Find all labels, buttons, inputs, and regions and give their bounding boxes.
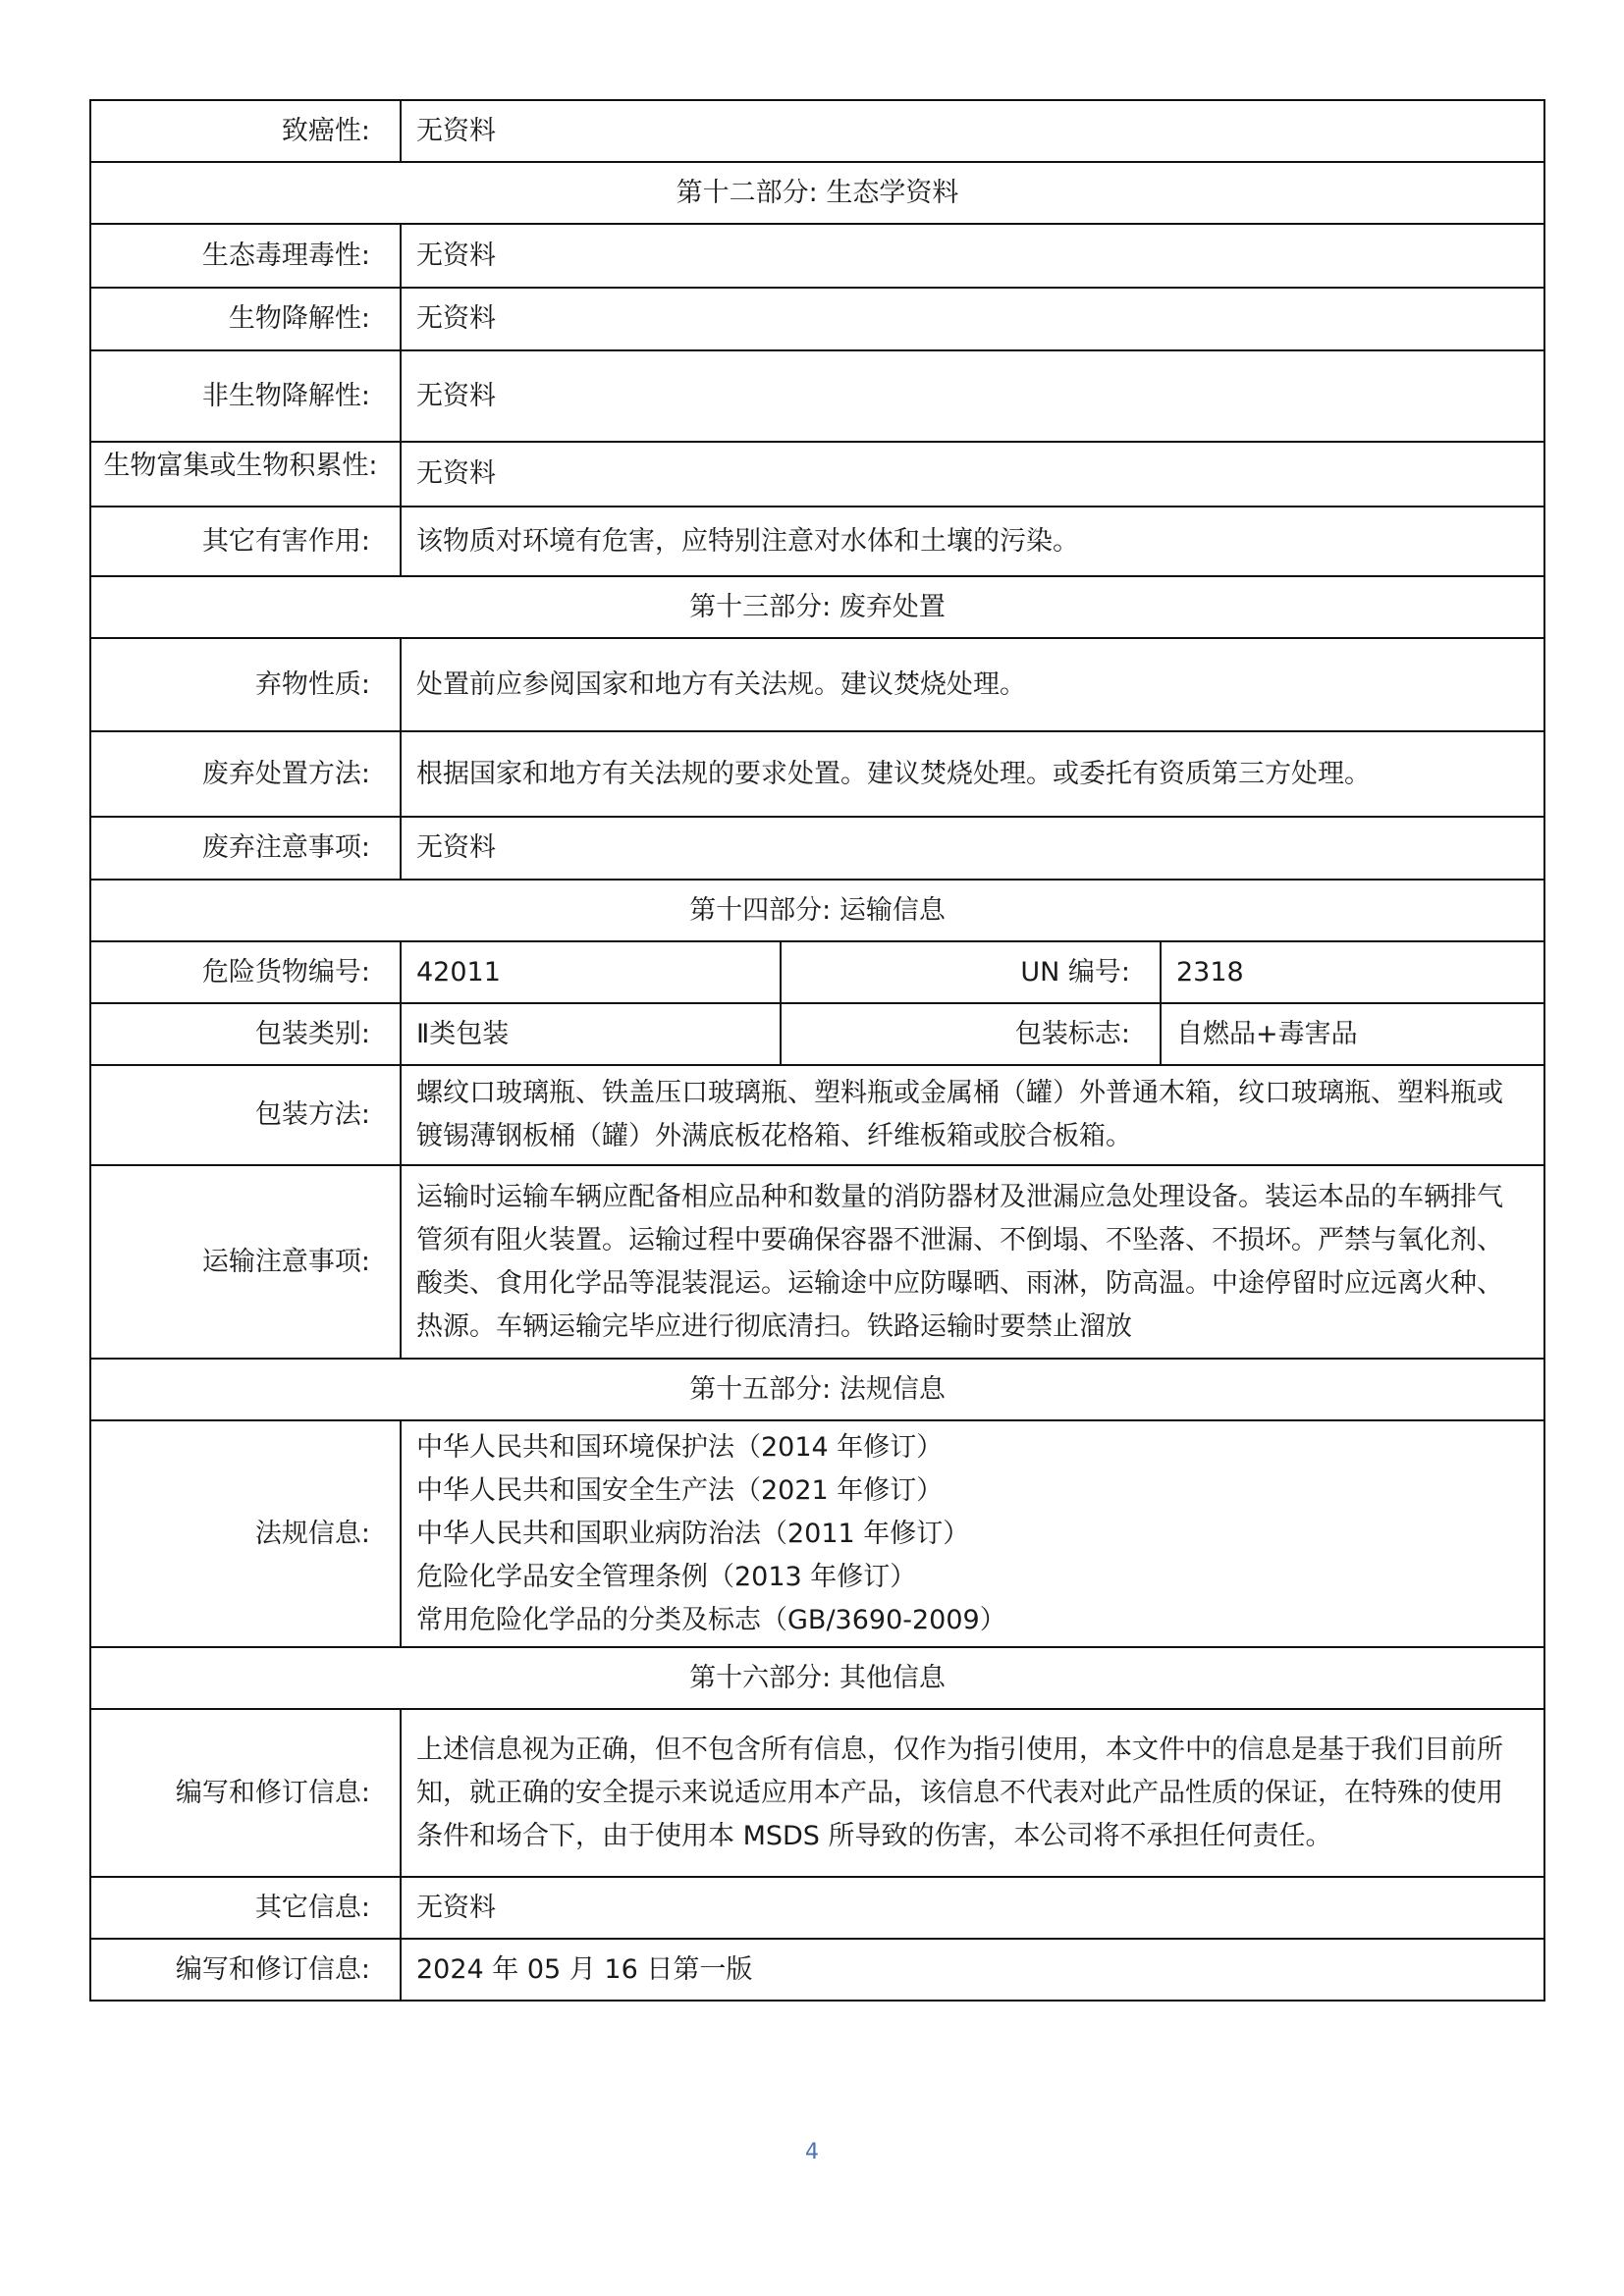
regulation-item: 中华人民共和国安全生产法（2021 年修订） [416, 1474, 944, 1506]
revision-date-value: 2024 年 05 月 16 日第一版 [402, 1940, 1545, 2000]
msds-table [89, 99, 1545, 2002]
section-13-header [91, 577, 1545, 639]
nonbiodegradability-value: 无资料 [402, 351, 1545, 441]
revision-info-text: 上述信息视为正确，但不包含所有信息，仅作为指引使用，本文件中的信息是基于我们目前所知，就正确的安全提示来说适应用本产品，该信息不代表对此产品性质的保证，在特殊的使用条件和场合下，由于使用本 MSDS 所导致的伤害，本公司将不承担任何责任。 [416, 1734, 1503, 1851]
regulation-item: 常用危险化学品的分类及标志（GB/3690-2009） [416, 1604, 1006, 1635]
un-number-value: 2318 [1162, 942, 1545, 1002]
nonbiodegradability-label: 非生物降解性: [91, 351, 402, 441]
other-hazards-label: 其它有害作用: [91, 507, 402, 575]
disposal-notes-label: 废弃注意事项: [91, 818, 402, 879]
row-pack-method [91, 1066, 1545, 1166]
row-nonbiodegradability [91, 351, 1545, 443]
section-title: 第十三部分: 废弃处置 [91, 577, 1545, 637]
carcinogenicity-label: 致癌性: [91, 101, 402, 161]
other-hazards-value: 该物质对环境有危害，应特别注意对水体和土壤的污染。 [402, 507, 1545, 575]
ecotoxicity-label: 生态毒理毒性: [91, 225, 402, 287]
row-regulation [91, 1421, 1545, 1648]
transport-notes-text: 运输时运输车辆应配备相应品种和数量的消防器材及泄漏应急处理设备。装运本品的车辆排气管须有阻火装置。运输过程中要确保容器不泄漏、不倒塌、不坠落、不损坏。严禁与氧化剂、酸类、食用化学品等混装混运。运输途中应防曝晒、雨淋，防高温。中途停留时应远离火种、热源。车辆运输完毕应进行彻底清扫。铁路运输时要禁止溜放 [416, 1181, 1503, 1342]
row-ecotoxicity [91, 225, 1545, 289]
regulation-label: 法规信息: [91, 1421, 402, 1646]
regulation-item: 中华人民共和国职业病防治法（2011 年修订） [416, 1518, 970, 1549]
section-16-header [91, 1648, 1545, 1710]
revision-info-label: 编写和修订信息: [91, 1710, 402, 1876]
disposal-method-value: 根据国家和地方有关法规的要求处置。建议焚烧处理。或委托有资质第三方处理。 [402, 732, 1545, 816]
row-biodegradability [91, 289, 1545, 351]
section-14-header [91, 881, 1545, 942]
section-title: 第十五部分: 法规信息 [91, 1360, 1545, 1419]
row-revision-info [91, 1710, 1545, 1878]
row-waste-nature [91, 639, 1545, 732]
pack-mark-label: 包装标志: [782, 1004, 1162, 1064]
pack-method-label: 包装方法: [91, 1066, 402, 1164]
section-title: 第十六部分: 其他信息 [91, 1648, 1545, 1708]
row-disposal-notes [91, 818, 1545, 881]
regulation-item: 中华人民共和国环境保护法（2014 年修订） [416, 1431, 944, 1463]
revision-info-value [402, 1710, 1545, 1876]
dg-number-value: 42011 [402, 942, 782, 1002]
other-info-label: 其它信息: [91, 1878, 402, 1938]
row-pack-class [91, 1004, 1545, 1066]
bioaccumulation-label: 生物富集或生物积累性: [91, 443, 402, 506]
un-number-label: UN 编号: [782, 942, 1162, 1002]
pack-class-label: 包装类别: [91, 1004, 402, 1064]
page-number: 4 [805, 2140, 819, 2164]
biodegradability-label: 生物降解性: [91, 289, 402, 349]
disposal-notes-value: 无资料 [402, 818, 1545, 879]
regulation-item: 危险化学品安全管理条例（2013 年修订） [416, 1561, 917, 1592]
dg-number-label: 危险货物编号: [91, 942, 402, 1002]
row-dg-number [91, 942, 1545, 1004]
regulation-list [402, 1421, 1545, 1646]
carcinogenicity-value: 无资料 [402, 101, 1545, 161]
row-carcinogenicity [91, 101, 1545, 163]
section-title: 第十四部分: 运输信息 [91, 881, 1545, 940]
bioaccumulation-value: 无资料 [402, 443, 1545, 506]
biodegradability-value: 无资料 [402, 289, 1545, 349]
revision-date-label: 编写和修订信息: [91, 1940, 402, 2000]
ecotoxicity-value: 无资料 [402, 225, 1545, 287]
row-bioaccumulation [91, 443, 1545, 507]
row-other-info [91, 1878, 1545, 1940]
pack-mark-value: 自燃品+毒害品 [1162, 1004, 1545, 1064]
pack-method-text: 螺纹口玻璃瓶、铁盖压口玻璃瓶、塑料瓶或金属桶（罐）外普通木箱，纹口玻璃瓶、塑料瓶或镀锡薄钢板桶（罐）外满底板花格箱、纤维板箱或胶合板箱。 [416, 1078, 1503, 1151]
disposal-method-label: 废弃处置方法: [91, 732, 402, 816]
pack-class-value: Ⅱ类包装 [402, 1004, 782, 1064]
row-transport-notes [91, 1166, 1545, 1360]
row-disposal-method [91, 732, 1545, 818]
row-other-hazards [91, 507, 1545, 577]
transport-notes-label: 运输注意事项: [91, 1166, 402, 1358]
waste-nature-label: 弃物性质: [91, 639, 402, 730]
section-15-header [91, 1360, 1545, 1421]
row-revision-date [91, 1940, 1545, 2002]
section-title: 第十二部分: 生态学资料 [91, 163, 1545, 223]
waste-nature-value: 处置前应参阅国家和地方有关法规。建议焚烧处理。 [402, 639, 1545, 730]
section-12-header [91, 163, 1545, 225]
pack-method-value [402, 1066, 1545, 1164]
other-info-value: 无资料 [402, 1878, 1545, 1938]
transport-notes-value [402, 1166, 1545, 1358]
